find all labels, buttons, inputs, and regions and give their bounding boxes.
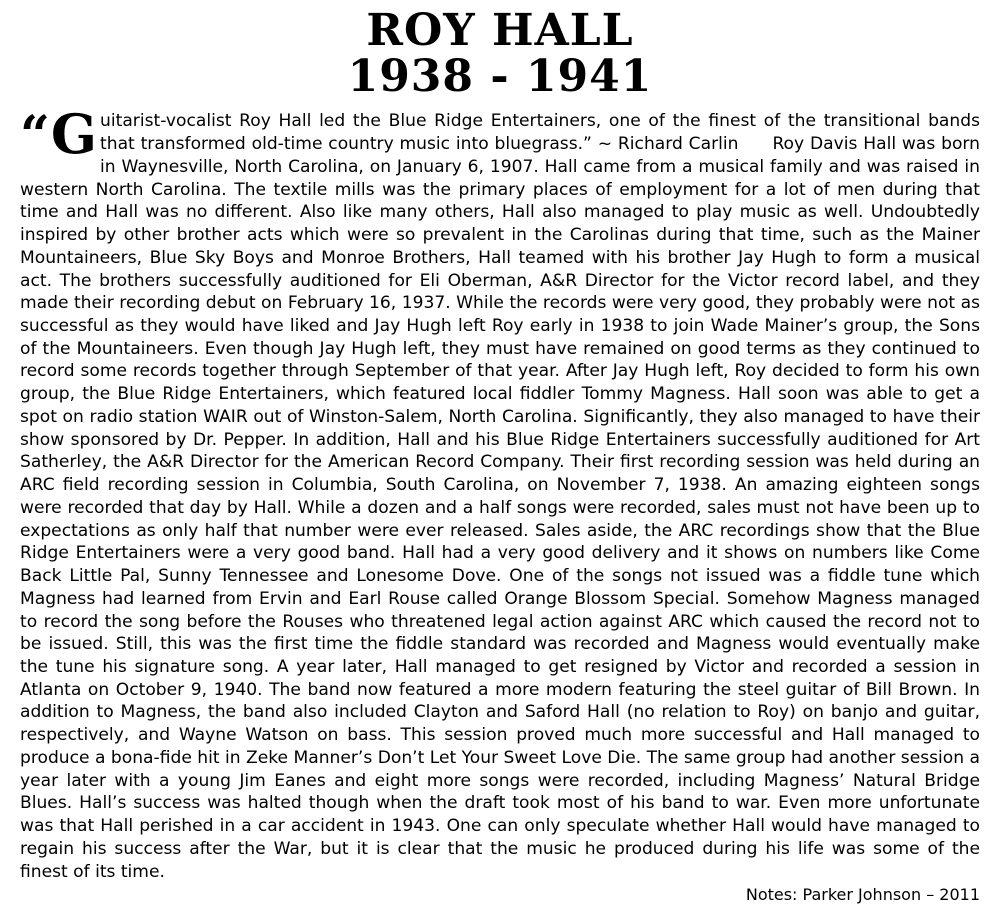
page-subtitle-years: 1938 - 1941 <box>347 51 653 103</box>
page-title: ROY HALL <box>366 5 634 56</box>
opening-quotation-mark: “ <box>20 105 50 167</box>
author-credit: Notes: Parker Johnson – 2011 <box>745 885 980 904</box>
title-block <box>20 5 980 103</box>
drop-cap-letter: G <box>50 102 98 167</box>
pull-quote-text: uitarist-vocalist Roy Hall led the Blue Ridge Entertainers, one of the finest of the transitional bands that transformed old-time country music into bluegrass.” ~ Richard Carlin <box>100 111 980 155</box>
biography-text: Roy Davis Hall was born in Waynesville, North Carolina, on January 6, 1907. Hall came from a musical family and was raised in western North Carolina. The textile mills was the primary places of employment for a lot of men during that time and Hall was no different. Also like many others, Hall also managed to play music as well. Undoubtedly inspired by other brother acts which were so prevalent in the Carolinas during that time, such as the Mainer Mountaineers, Blue Sky Boys and Monroe Brothers, Hall teamed with his brother Jay Hugh to form a musical act. The brothers successfully auditioned for Eli Oberman, A&R Director for the Victor record label, and they made their recording debut on February 16, 1937. While the records were very good, they probably were not as successful as they would have liked and Jay Hugh left Roy early in 1938 to join Wade Mainer’s group, the Sons of the Mountaineers. Even though Jay Hugh left, they must have remained on good terms as they continued to record some records together through September of that year. After Jay Hugh left, Roy decided to form his own group, the Blue Ridge Entertainers, which featured local fiddler Tommy Magness. Hall soon was able to get a spot on radio station WAIR out of Winston-Salem, North Carolina. Significantly, they also managed to have their show sponsored by Dr. Pepper. In addition, Hall and his Blue Ridge Entertainers successfully auditioned for Art Satherley, the A&R Director for the American Record Company. Their first recording session was held during an ARC field recording session in Columbia, South Carolina, on November 7, 1938. An amazing eighteen songs were recorded that day by Hall. While a dozen and a half songs were recorded, sales must not have been up to expectations as only half that number were ever released. Sales aside, the ARC recordings show that the Blue Ridge Entertainers were a very good band. Hall had a very good delivery and it shows on numbers like Come Back Little Pal, Sunny Tennessee and Lonesome Dove. One of the songs not issued was a fiddle tune which Magness had learned from Ervin and Earl Rouse called Orange Blossom Special. Somehow Magness managed to record the song before the Rouses who threatened legal action against ARC which caused the record not to be issued. Still, this was the first time the fiddle standard was recorded and Magness would eventually make the tune his signature song. A year later, Hall managed to get resigned by Victor and recorded a session in Atlanta on October 9, 1940. The band now featured a more modern featuring the steel guitar of Bill Brown. In addition to Magness, the band also included Clayton and Saford Hall (no relation to Roy) on banjo and guitar, respectively, and Wayne Watson on bass. This session proved much more successful and Hall managed to produce a bona-fide hit in Zeke Manner’s Don’t Let Your Sweet Love Die. The same group had another session a year later with a young Jim Eanes and eight more songs were recorded, including Magness’ Natural Bridge Blues. Hall’s success was halted though when the draft took most of his band to war. Even more unfortunate was that Hall perished in a car accident in 1943. One can only speculate whether Hall would have managed to regain his success after the War, but it is clear that the music he produced during his life was some of the finest of its time. <box>20 134 980 882</box>
article-body <box>20 102 980 883</box>
